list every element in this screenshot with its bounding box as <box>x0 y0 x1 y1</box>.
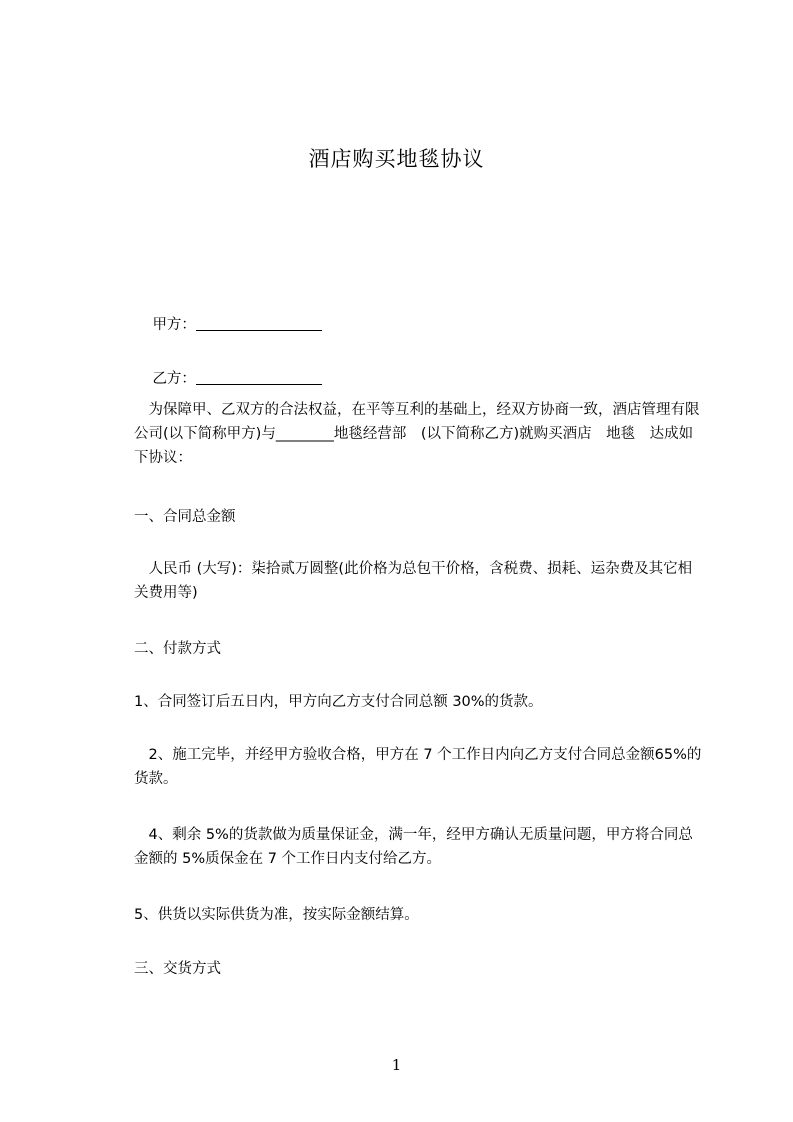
payment-item-5: 5、供货以实际供货为准，按实际金额结算。 <box>134 907 419 923</box>
party-b-label: 乙方： <box>152 371 196 387</box>
payment-item-1: 1、合同签订后五日内，甲方向乙方支付合同总额 30%的货款。 <box>134 694 543 710</box>
section-3-heading: 三、交货方式 <box>134 961 221 977</box>
party-b-blank <box>196 370 322 385</box>
party-a-label: 甲方： <box>152 317 196 333</box>
section-2-heading: 二、付款方式 <box>134 641 221 657</box>
document-title: 酒店购买地毯协议 <box>308 147 485 171</box>
intro-paragraph: 为保障甲、乙双方的合法权益，在平等互利的基础上，经双方协商一致，酒店管理有限公司(以下简称甲方)与________地毯经营部 (以下简称乙方)就购买酒店 地毯 达成如下协议： <box>134 402 700 466</box>
payment-item-2: 2、施工完毕，并经甲方验收合格，甲方在 7 个工作日内向乙方支付合同总金额65%的货款。 <box>134 747 702 787</box>
payment-item-4: 4、剩余 5%的货款做为质量保证金，满一年，经甲方确认无质量问题，甲方将合同总金额的 5%质保金在 7 个工作日内支付给乙方。 <box>134 827 693 867</box>
section-1-body: 人民币 (大写)：柒拾贰万圆整(此价格为总包干价格，含税费、损耗、运杂费及其它相关费用等) <box>134 561 693 601</box>
section-1-heading: 一、合同总金额 <box>134 509 236 525</box>
page-number: 1 <box>391 1056 402 1074</box>
party-a-blank <box>196 316 322 331</box>
